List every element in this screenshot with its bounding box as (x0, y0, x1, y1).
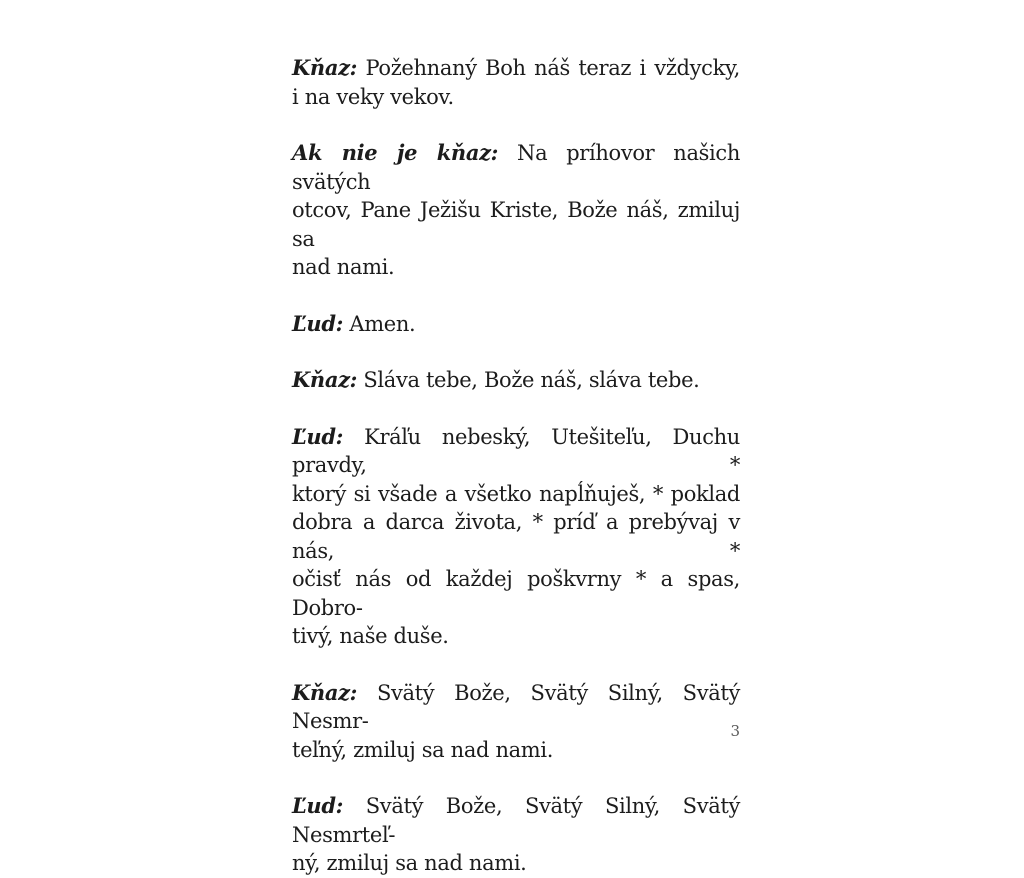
text-line: tivý, naše duše. (292, 624, 449, 648)
page-number: 3 (730, 722, 740, 740)
speaker-label: Ľud: (292, 793, 344, 818)
text-line: ktorý si všade a všetko napĺňuješ, * poklad (292, 481, 740, 506)
text-line: Svätý Bože, Svätý Silný, Svätý Nesmr- (292, 680, 740, 733)
text-line: nad nami. (292, 255, 395, 279)
paragraph-priest-trisagion (292, 679, 740, 765)
speaker-label: Kňaz: (292, 679, 358, 705)
text-line: ný, zmiluj sa nad nami. (292, 851, 527, 875)
text-line: otcov, Pane Ježišu Kriste, Bože náš, zmiluj sa (292, 198, 740, 251)
text-line: Svätý Bože, Svätý Silný, Svätý Nesmrteľ- (292, 794, 740, 847)
paragraph-priest-glory (292, 366, 740, 395)
speaker-label: Kňaz: (292, 367, 358, 392)
text-line: Požehnaný Boh náš teraz i vždycky, (357, 56, 740, 80)
paragraph-people-heavenly-king (292, 423, 740, 651)
text-column (292, 54, 740, 878)
text-line: teľný, zmiluj sa nad nami. (292, 737, 554, 762)
text-line: dobra a darca života, * príď a prebývaj v nás, * (292, 510, 740, 563)
paragraph-people-trisagion (292, 792, 740, 878)
paragraph-priest-blessing (292, 54, 740, 111)
text-line: i na veky vekov. (292, 84, 454, 109)
text-line: Kráľu nebeský, Utešiteľu, Duchu pravdy, * (292, 424, 740, 477)
speaker-label: Ľud: (292, 310, 344, 336)
text-line: Amen. (343, 311, 416, 336)
text-line: Na príhovor našich svätých (292, 141, 740, 194)
paragraph-no-priest (292, 139, 740, 282)
speaker-label: Ľud: (292, 423, 344, 449)
speaker-label: Kňaz: (292, 55, 358, 80)
speaker-label: Ak nie je kňaz: (292, 140, 499, 165)
text-line: Sláva tebe, Bože náš, sláva tebe. (357, 368, 700, 392)
text-line: očisť nás od každej poškvrny * a spas, Dobro- (292, 567, 740, 620)
paragraph-people-amen (292, 310, 740, 339)
